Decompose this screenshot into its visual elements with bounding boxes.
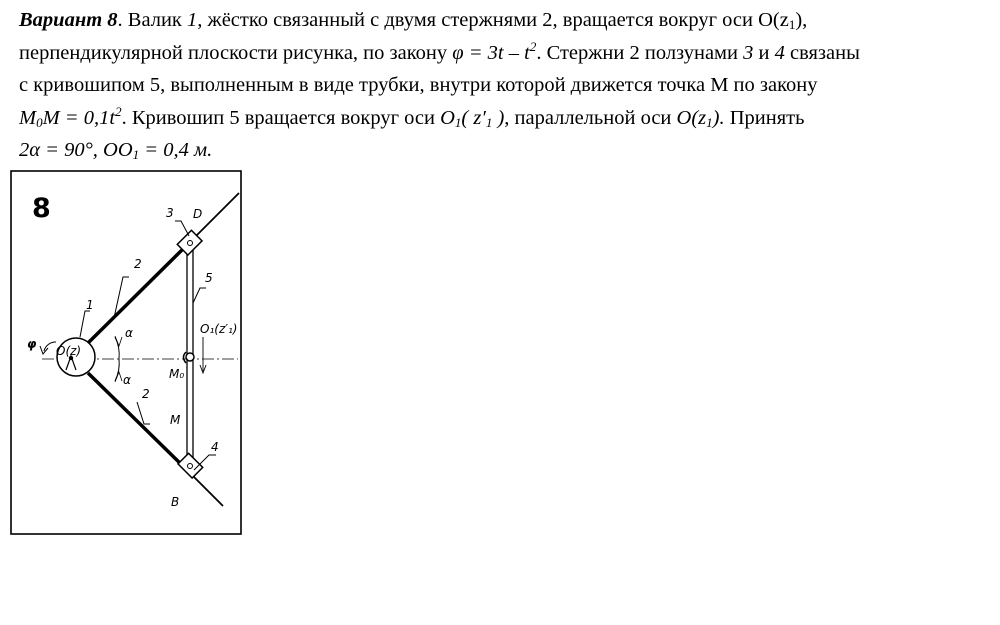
phi-arc (44, 342, 56, 351)
rotation-law: φ = 3t – t (452, 41, 530, 64)
text-fragment: ) (492, 106, 505, 129)
subscript: 0 (36, 114, 43, 130)
superscript: 2 (529, 38, 537, 54)
text-fragment: и (753, 41, 775, 64)
problem-line-2 (19, 37, 994, 70)
problem-line-5 (19, 134, 994, 167)
point-b-label: B (171, 495, 180, 509)
text-fragment: жёстко связанный с двумя стержнями 2, вращается вокруг оси O(z (202, 9, 789, 31)
slider-top-label: 3 (166, 206, 174, 220)
problem-line-3 (19, 69, 994, 102)
text-fragment: перпендикулярной плоскости рисунка, по закону (19, 41, 453, 64)
text-fragment: ( z′ (461, 106, 486, 129)
point-d-label: D (193, 207, 203, 221)
center-label: O(z) (56, 344, 82, 358)
text-fragment: 4 (774, 41, 785, 64)
slider-bottom-label: 4 (211, 440, 219, 454)
text-fragment: Принять (724, 106, 805, 129)
text-fragment: . Кривошип 5 вращается вокруг оси (121, 106, 441, 129)
problem-statement (19, 4, 994, 167)
problem-line-1 (19, 4, 994, 37)
text-fragment: ), (795, 9, 808, 31)
crank-pivot (186, 353, 194, 361)
text-fragment: 3 (743, 41, 754, 64)
subscript: 1 (706, 114, 713, 130)
angle-bottom-label: α (123, 373, 131, 387)
figure-number: 8 (32, 193, 51, 224)
subscript: 1 (788, 17, 796, 32)
phi-label: φ (27, 337, 37, 351)
leader-shaft (80, 311, 90, 337)
text-fragment: ). (712, 106, 725, 129)
rod-top-label: 2 (134, 257, 142, 271)
axis-o1-label: O₁(z′₁) (200, 322, 238, 336)
text-fragment: . Стержни 2 ползунами (536, 41, 744, 64)
angle-top-label: α (125, 326, 133, 340)
variant-label: Вариант 8 (19, 9, 118, 31)
mechanism-drawing (10, 170, 242, 535)
mechanism-figure (10, 170, 242, 535)
text-fragment: 2α = 90°, OO (19, 139, 133, 161)
text-fragment: M (19, 106, 37, 129)
text-fragment: , параллельной оси (504, 106, 677, 129)
slider-bottom-pin (188, 464, 193, 469)
text-fragment: связаны (784, 41, 860, 64)
superscript: 2 (115, 103, 122, 119)
problem-line-4 (19, 102, 994, 135)
text-fragment: с кривошипом 5, выполненным в виде трубки, внутри которой движется точка М по закону (19, 74, 818, 96)
crank-label: 5 (205, 271, 213, 285)
angle-arrow-top-icon (115, 336, 122, 346)
slider-top-pin (188, 241, 193, 246)
text-fragment: . Валик (117, 9, 188, 31)
leader-crank (193, 288, 206, 303)
text-fragment: 1, (187, 9, 203, 31)
angle-arrow-bottom-icon (115, 372, 122, 382)
rod-bottom-label: 2 (142, 387, 150, 401)
text-fragment: O(z (676, 106, 707, 129)
m-label: M (170, 413, 181, 427)
text-fragment: = 0,4 м. (139, 139, 213, 161)
motion-law: M = 0,1t (42, 106, 116, 129)
subscript: 1 (454, 114, 462, 130)
text-fragment: O (440, 106, 455, 129)
subscript: 1 (485, 114, 493, 130)
m0-label: M₀ (169, 367, 185, 381)
subscript: 1 (132, 147, 140, 162)
shaft-label: 1 (86, 298, 94, 312)
